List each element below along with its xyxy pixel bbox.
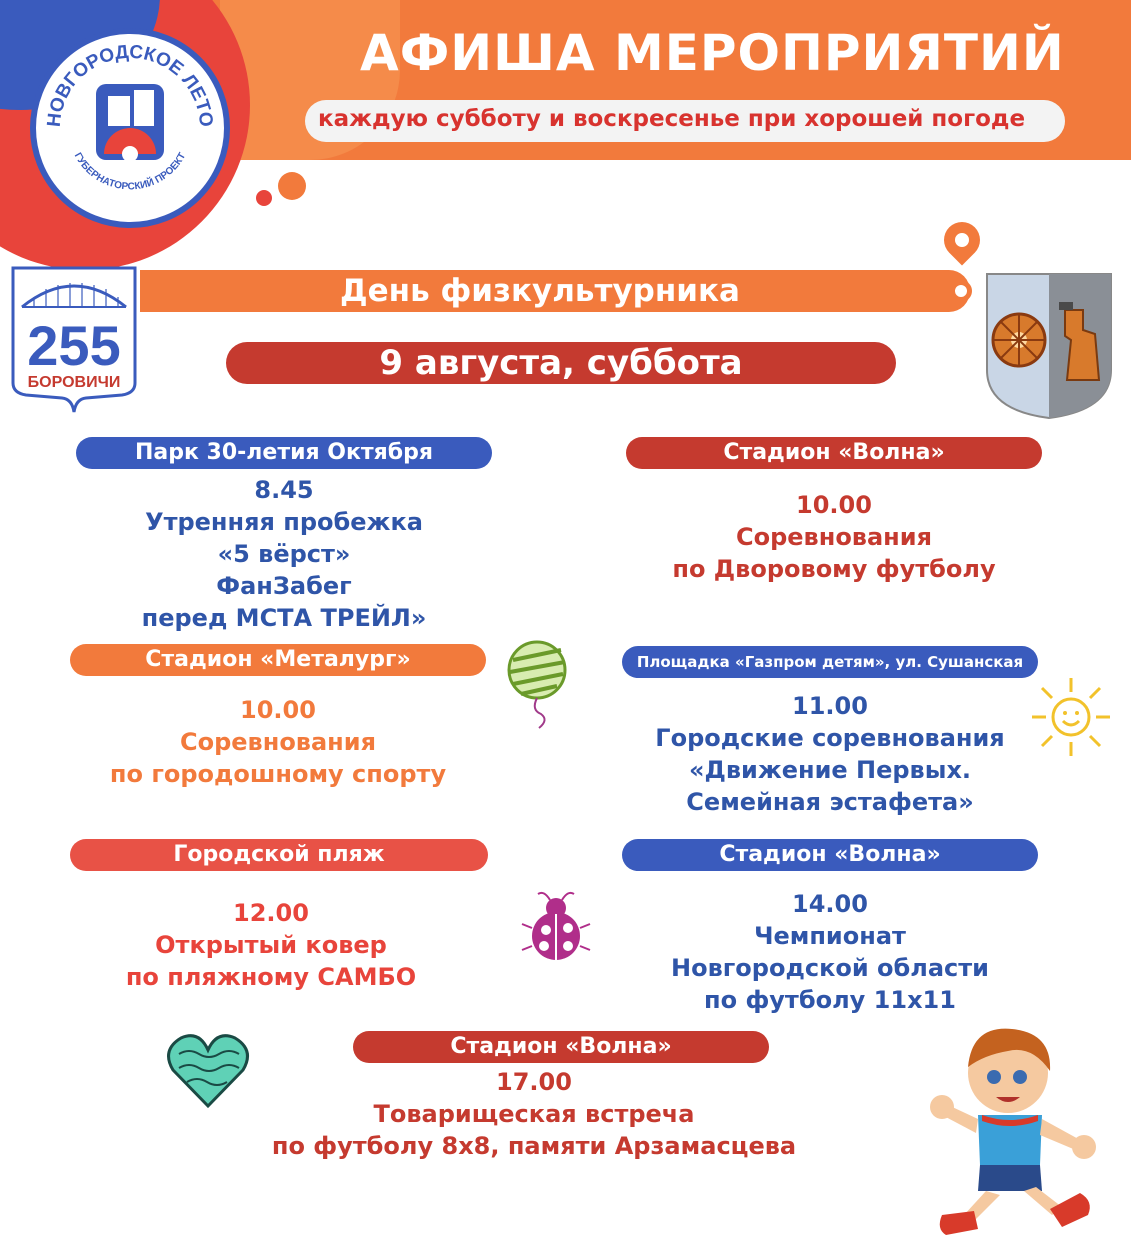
logo-emblem-icon <box>36 34 224 222</box>
event-line: Соревнования <box>735 523 932 551</box>
venue-label: Парк 30-летия Октября <box>76 437 492 469</box>
event-time: 8.45 <box>254 476 314 504</box>
event-time: 10.00 <box>240 696 316 724</box>
event-line: «5 вёрст» <box>217 540 351 568</box>
venue-label: Стадион «Волна» <box>626 437 1042 469</box>
location-pin-icon <box>937 215 988 266</box>
event-line: Утренняя пробежка <box>145 508 423 536</box>
event-line: по футболу 8x8, памяти Арзамасцева <box>271 1132 797 1160</box>
decor-dot <box>278 172 306 200</box>
decor-dot <box>256 190 272 206</box>
borovichi-255-badge <box>10 265 138 415</box>
running-boy-illustration <box>912 1015 1122 1245</box>
timeline-dot <box>950 280 972 302</box>
event-block <box>70 694 486 790</box>
badge-city: БОРОВИЧИ <box>27 374 121 391</box>
event-line: «Движение Первых. <box>688 756 972 784</box>
event-line: Соревнования <box>179 728 376 756</box>
page-subtitle: каждую субботу и воскресенье при хорошей погоде <box>318 106 1026 132</box>
venue-label: Городской пляж <box>70 839 488 871</box>
heart-icon <box>165 1030 251 1110</box>
venue-label: Стадион «Волна» <box>622 839 1038 871</box>
event-line: ФанЗабег <box>216 572 352 600</box>
project-logo <box>30 28 230 228</box>
bridge-shield-icon <box>10 265 138 415</box>
event-block <box>622 690 1038 818</box>
venue-label: Стадион «Волна» <box>353 1031 769 1063</box>
event-line: Товарищеская встреча <box>373 1100 695 1128</box>
event-line: перед МСТА ТРЕЙЛ» <box>141 604 427 632</box>
day-title: День физкультурника <box>340 273 740 309</box>
event-line: Чемпионат <box>754 922 906 950</box>
event-line: по футболу 11x11 <box>704 986 956 1014</box>
logo-bottom-text: ГУБЕРНАТОРСКИЙ ПРОЕКТ <box>71 150 189 193</box>
balloon-icon <box>505 640 569 730</box>
event-line: Новгородской области <box>671 954 989 982</box>
event-block <box>76 474 492 634</box>
sun-icon <box>1030 676 1112 758</box>
coat-of-arms-icon <box>983 270 1115 420</box>
event-time: 12.00 <box>233 899 309 927</box>
event-date: 9 августа, суббота <box>226 342 896 384</box>
event-line: по пляжному САМБО <box>125 963 417 991</box>
badge-number: 255 <box>27 314 121 377</box>
event-line: Семейная эстафета» <box>686 788 974 816</box>
event-block <box>626 489 1042 585</box>
page-title: АФИША МЕРОПРИЯТИЙ <box>360 24 1065 82</box>
event-line: по городошному спорту <box>109 760 447 788</box>
city-coat-of-arms <box>983 270 1115 420</box>
logo-top-text: НОВГОРОДСКОЕ ЛЕТО <box>43 41 217 128</box>
event-block <box>234 1066 834 1162</box>
event-line: Открытый ковер <box>155 931 387 959</box>
event-time: 11.00 <box>792 692 868 720</box>
ladybug-icon <box>520 888 592 968</box>
event-line: по Дворовому футболу <box>672 555 996 583</box>
venue-label: Площадка «Газпром детям», ул. Сушанская <box>622 646 1038 678</box>
event-block <box>622 888 1038 1016</box>
event-block <box>62 897 480 993</box>
venue-label: Стадион «Металург» <box>70 644 486 676</box>
event-time: 17.00 <box>496 1068 572 1096</box>
event-line: Городские соревнования <box>655 724 1005 752</box>
event-time: 10.00 <box>796 491 872 519</box>
event-time: 14.00 <box>792 890 868 918</box>
